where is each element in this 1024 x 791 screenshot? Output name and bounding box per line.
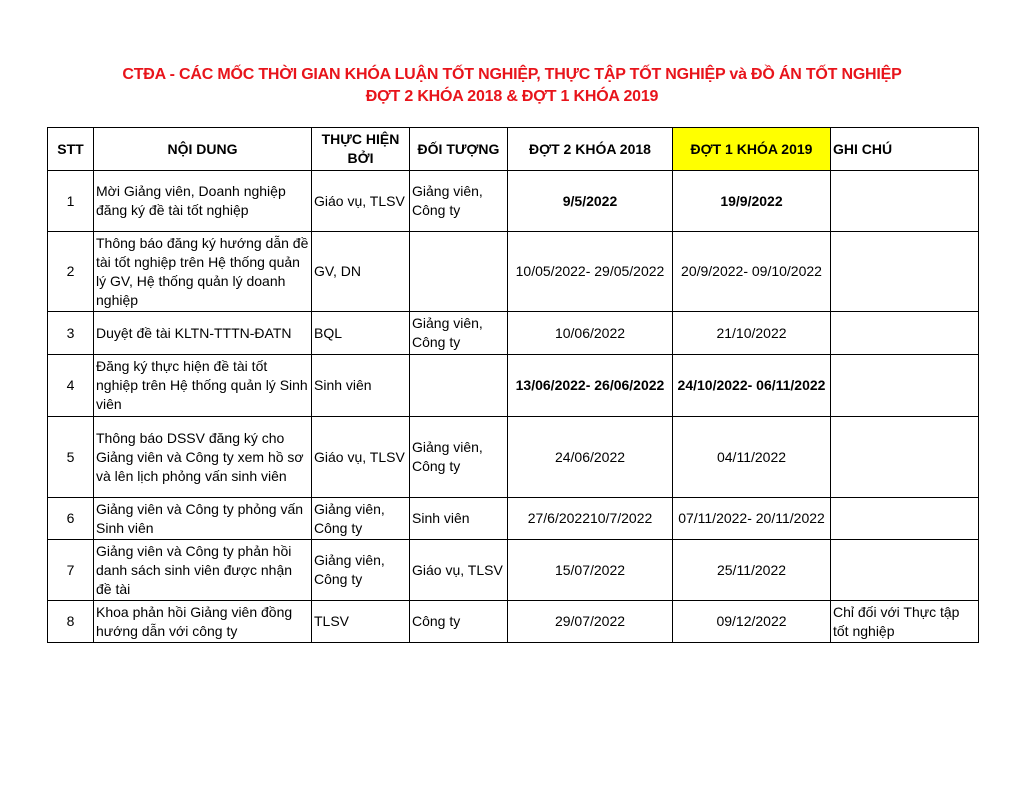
cell-batch-2-2018: 13/06/2022- 26/06/2022 [508, 355, 673, 417]
cell-content: Thông báo DSSV đăng ký cho Giảng viên và Công ty xem hồ sơ và lên lịch phỏng vấn sinh viên [94, 417, 312, 498]
header-batch-2-2018: ĐỢT 2 KHÓA 2018 [508, 128, 673, 171]
cell-doer: Giảng viên, Công ty [312, 498, 410, 540]
cell-doer: GV, DN [312, 232, 410, 312]
table-row [48, 312, 979, 355]
cell-target: Giảng viên, Công ty [410, 171, 508, 232]
table-row [48, 540, 979, 601]
cell-target: Giáo vụ, TLSV [410, 540, 508, 601]
cell-target [410, 355, 508, 417]
cell-note [831, 355, 979, 417]
cell-content: Đăng ký thực hiện đề tài tốt nghiệp trên Hệ thống quản lý Sinh viên [94, 355, 312, 417]
cell-content: Duyệt đề tài KLTN-TTTN-ĐATN [94, 312, 312, 355]
document-subtitle: ĐỢT 2 KHÓA 2018 & ĐỢT 1 KHÓA 2019 [365, 88, 659, 105]
header-content: NỘI DUNG [94, 128, 312, 171]
cell-target: Giảng viên, Công ty [410, 417, 508, 498]
cell-stt: 1 [48, 171, 94, 232]
cell-doer: Giảng viên, Công ty [312, 540, 410, 601]
cell-batch-2-2018: 27/6/202210/7/2022 [508, 498, 673, 540]
cell-batch-1-2019: 20/9/2022- 09/10/2022 [673, 232, 831, 312]
header-note: GHI CHÚ [831, 128, 979, 171]
document-title: CTĐA - CÁC MỐC THỜI GIAN KHÓA LUẬN TỐT NGHIỆP, THỰC TẬP TỐT NGHIỆP và ĐỒ ÁN TỐT NGHIỆP [122, 66, 902, 83]
cell-doer: TLSV [312, 601, 410, 643]
cell-note [831, 171, 979, 232]
table-row [48, 355, 979, 417]
table-row [48, 601, 979, 643]
table-row [48, 498, 979, 540]
cell-note [831, 498, 979, 540]
cell-batch-1-2019: 21/10/2022 [673, 312, 831, 355]
cell-stt: 3 [48, 312, 94, 355]
cell-content: Giảng viên và Công ty phỏng vấn Sinh viên [94, 498, 312, 540]
cell-batch-1-2019: 04/11/2022 [673, 417, 831, 498]
cell-note [831, 540, 979, 601]
cell-target: Giảng viên, Công ty [410, 312, 508, 355]
cell-note [831, 232, 979, 312]
cell-note: Chỉ đối với Thực tập tốt nghiệp [831, 601, 979, 643]
cell-stt: 7 [48, 540, 94, 601]
table-row [48, 171, 979, 232]
header-target: ĐỐI TƯỢNG [410, 128, 508, 171]
cell-doer: Sinh viên [312, 355, 410, 417]
cell-stt: 2 [48, 232, 94, 312]
cell-target: Công ty [410, 601, 508, 643]
cell-content: Giảng viên và Công ty phản hồi danh sách sinh viên được nhận đề tài [94, 540, 312, 601]
cell-stt: 6 [48, 498, 94, 540]
cell-target [410, 232, 508, 312]
cell-content: Mời Giảng viên, Doanh nghiệp đăng ký đề tài tốt nghiệp [94, 171, 312, 232]
cell-batch-1-2019: 09/12/2022 [673, 601, 831, 643]
cell-stt: 8 [48, 601, 94, 643]
cell-content: Khoa phản hồi Giảng viên đồng hướng dẫn với công ty [94, 601, 312, 643]
cell-batch-2-2018: 10/05/2022- 29/05/2022 [508, 232, 673, 312]
cell-batch-2-2018: 10/06/2022 [508, 312, 673, 355]
cell-batch-2-2018: 29/07/2022 [508, 601, 673, 643]
cell-batch-2-2018: 15/07/2022 [508, 540, 673, 601]
cell-target: Sinh viên [410, 498, 508, 540]
cell-doer: Giáo vụ, TLSV [312, 171, 410, 232]
header-stt: STT [48, 128, 94, 171]
cell-batch-1-2019: 25/11/2022 [673, 540, 831, 601]
cell-doer: BQL [312, 312, 410, 355]
cell-stt: 4 [48, 355, 94, 417]
cell-batch-2-2018: 9/5/2022 [508, 171, 673, 232]
table-header-row [48, 128, 979, 171]
header-batch-1-2019: ĐỢT 1 KHÓA 2019 [673, 128, 831, 171]
cell-batch-1-2019: 24/10/2022- 06/11/2022 [673, 355, 831, 417]
cell-batch-1-2019: 19/9/2022 [673, 171, 831, 232]
cell-note [831, 417, 979, 498]
table-row [48, 232, 979, 312]
cell-stt: 5 [48, 417, 94, 498]
cell-content: Thông báo đăng ký hướng dẫn đề tài tốt nghiệp trên Hệ thống quản lý GV, Hệ thống quản lý doanh nghiệp [94, 232, 312, 312]
table-row [48, 417, 979, 498]
cell-doer: Giáo vụ, TLSV [312, 417, 410, 498]
cell-batch-1-2019: 07/11/2022- 20/11/2022 [673, 498, 831, 540]
cell-note [831, 312, 979, 355]
cell-batch-2-2018: 24/06/2022 [508, 417, 673, 498]
schedule-table [47, 127, 979, 643]
header-doer: THỰC HIỆN BỞI [312, 128, 410, 171]
